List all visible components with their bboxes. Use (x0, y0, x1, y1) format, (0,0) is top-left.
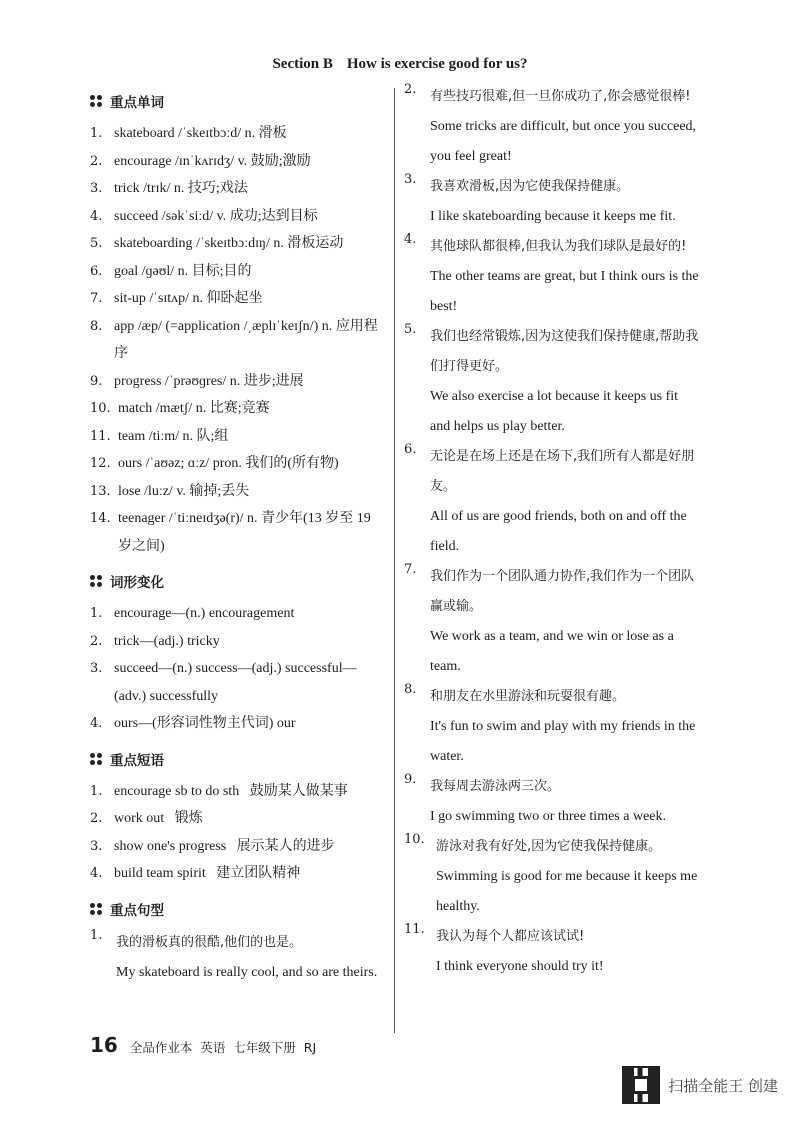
item-text: progress /ˈprəʊɡres/ n. 进步;进展 (114, 373, 304, 389)
sentence-item (404, 562, 700, 682)
section-label: Section B (272, 56, 333, 72)
item-number: 3. (90, 661, 103, 676)
sentence-item (90, 928, 382, 988)
item-text: ours /ˈaʊəz; ɑːz/ pron. 我们的(所有物) (118, 456, 339, 471)
item-number: 6. (404, 442, 417, 457)
list-item (90, 285, 382, 313)
watermark-text: 扫描全能王 创建 (668, 1076, 778, 1095)
forms-heading-label: 词形变化 (110, 575, 164, 591)
sentence-chinese: 我的滑板真的很酷,他们的也是。 (116, 934, 303, 950)
sentence-chinese: 我每周去游泳两三次。 (430, 779, 561, 794)
item-text: goal /ɡəʊl/ n. 目标;目的 (114, 263, 252, 279)
item-number: 5. (90, 236, 103, 251)
item-number: 5. (404, 322, 417, 337)
book-title: 全品作业本 英语 七年级下册 RJ (129, 1040, 317, 1055)
page-footer (90, 1033, 316, 1057)
item-number: 7. (90, 291, 103, 306)
list-item (90, 710, 382, 738)
item-number: 14. (90, 511, 111, 526)
item-text: app /æp/ (=application /ˌæplɪˈkeɪʃn/) n. 应用程序 (114, 318, 378, 361)
section-topic: How is exercise good for us? (346, 56, 528, 72)
list-item (90, 628, 382, 656)
item-number: 9. (404, 772, 417, 787)
item-number: 2. (90, 153, 103, 169)
item-text: skateboard /ˈskeɪtbɔːd/ n. 滑板 (114, 126, 287, 141)
sentence-item (404, 172, 700, 232)
item-number: 7. (404, 562, 417, 577)
list-item (90, 120, 382, 148)
sentence-chinese: 其他球队都很棒,但我认为我们球队是最好的! (430, 239, 687, 254)
item-text: succeed—(n.) success—(adj.) successful—(adv.) successfully (114, 661, 357, 704)
item-number: 3. (90, 838, 103, 854)
item-number: 11. (90, 428, 111, 444)
sentence-item (404, 82, 700, 172)
sentence-english: I think everyone should try it! (436, 959, 604, 974)
sentence-chinese: 游泳对我有好处,因为它使我保持健康。 (436, 839, 662, 854)
item-text: build team spirit 建立团队精神 (114, 866, 301, 881)
item-text: sit-up /ˈsɪtʌp/ n. 仰卧起坐 (114, 291, 263, 306)
item-text: encourage—(n.) encouragement (114, 606, 295, 621)
sentence-item (404, 322, 700, 442)
sentences-heading (90, 898, 382, 920)
list-item (90, 230, 382, 258)
sentence-english: I like skateboarding because it keeps me fit. (430, 209, 676, 224)
item-number: 3. (404, 172, 417, 187)
scanner-watermark (622, 1066, 778, 1104)
item-text: trick—(adj.) tricky (114, 633, 220, 649)
sentence-item (404, 922, 700, 982)
item-number: 1. (90, 606, 103, 621)
item-number: 4. (90, 866, 103, 881)
list-item (90, 778, 382, 806)
item-number: 4. (404, 232, 417, 247)
item-text: encourage sb to do sth 鼓励某人做某事 (114, 783, 348, 799)
vocab-list (90, 120, 382, 560)
sentence-english: All of us are good friends, both on and off the field. (430, 509, 687, 554)
item-number: 10. (90, 401, 111, 416)
item-number: 4. (90, 716, 103, 731)
vocab-heading (90, 90, 382, 112)
right-column (404, 82, 700, 982)
sentence-english: Swimming is good for me because it keeps me healthy. (436, 869, 698, 914)
item-number: 1. (90, 126, 103, 141)
item-number: 1. (90, 783, 103, 799)
left-column (90, 90, 382, 988)
item-number: 11. (404, 922, 425, 937)
item-number: 13. (90, 483, 111, 499)
item-text: work out 锻炼 (114, 811, 203, 826)
sentence-item (404, 832, 700, 922)
sentence-english: Some tricks are difficult, but once you succeed, you feel great! (430, 119, 697, 164)
item-text: teenager /ˈtiːneɪdʒə(r)/ n. 青少年(13 岁至 19 岁之间) (118, 511, 371, 554)
sentence-item (404, 442, 700, 562)
item-text: succeed /səkˈsiːd/ v. 成功;达到目标 (114, 208, 318, 224)
item-text: team /tiːm/ n. 队;组 (118, 428, 229, 444)
item-number: 9. (90, 373, 103, 389)
item-number: 8. (404, 682, 417, 697)
list-item (90, 148, 382, 176)
item-text: trick /trɪk/ n. 技巧;戏法 (114, 181, 248, 196)
list-item (90, 450, 382, 478)
item-number: 3. (90, 181, 103, 196)
phrases-list (90, 778, 382, 888)
item-text: lose /luːz/ v. 输掉;丢失 (118, 483, 250, 499)
sentence-english: The other teams are great, but I think ours is the best! (430, 269, 699, 314)
item-number: 2. (404, 82, 417, 97)
list-item (90, 395, 382, 423)
item-number: 2. (90, 811, 103, 826)
list-item (90, 505, 382, 560)
sentence-chinese: 我认为每个人都应该试试! (436, 929, 585, 944)
vocab-heading-label: 重点单词 (110, 95, 164, 111)
forms-list (90, 600, 382, 738)
item-text: match /mætʃ/ n. 比赛;竞赛 (118, 401, 270, 416)
sentence-item (404, 772, 700, 832)
clover-icon (90, 753, 102, 765)
sentence-chinese: 我们也经常锻炼,因为这使我们保持健康,帮助我们打得更好。 (430, 329, 699, 374)
item-number: 2. (90, 633, 103, 649)
list-item (90, 860, 382, 888)
sentences-heading-label: 重点句型 (110, 902, 164, 919)
item-text: encourage /ɪnˈkʌrɪdʒ/ v. 鼓励;激励 (114, 153, 311, 169)
clover-icon (90, 903, 102, 915)
sentence-english: We work as a team, and we win or lose as a team. (430, 629, 674, 674)
sentence-english: We also exercise a lot because it keeps us fit and helps us play better. (430, 389, 679, 434)
item-number: 8. (90, 318, 103, 334)
page-title (0, 56, 800, 73)
sentence-chinese: 无论是在场上还是在场下,我们所有人都是好朋友。 (430, 449, 695, 494)
phrases-heading-label: 重点短语 (110, 752, 164, 769)
item-text: skateboarding /ˈskeɪtbɔːdɪŋ/ n. 滑板运动 (114, 236, 344, 251)
item-number: 1. (90, 927, 103, 943)
list-item (90, 258, 382, 286)
list-item (90, 600, 382, 628)
item-number: 6. (90, 263, 103, 279)
list-item (90, 368, 382, 396)
item-text: show one's progress 展示某人的进步 (114, 838, 335, 854)
item-number: 4. (90, 208, 103, 224)
forms-heading (90, 570, 382, 592)
sentence-item (404, 232, 700, 322)
clover-icon (90, 95, 102, 107)
list-item (90, 805, 382, 833)
list-item (90, 833, 382, 861)
sentence-english: My skateboard is really cool, and so are theirs. (116, 964, 378, 980)
sentence-chinese: 和朋友在水里游泳和玩耍很有趣。 (430, 689, 626, 704)
list-item (90, 313, 382, 368)
list-item (90, 478, 382, 506)
column-divider (394, 88, 395, 1033)
item-number: 10. (404, 832, 425, 847)
sentence-english: I go swimming two or three times a week. (430, 809, 667, 824)
phrases-heading (90, 748, 382, 770)
list-item (90, 203, 382, 231)
sentence-chinese: 我们作为一个团队通力协作,我们作为一个团队赢或输。 (430, 569, 695, 614)
sentence-chinese: 我喜欢滑板,因为它使我保持健康。 (430, 179, 630, 194)
clover-icon (90, 575, 102, 587)
sentence-english: It's fun to swim and play with my friends in the water. (430, 719, 696, 764)
list-item (90, 175, 382, 203)
list-item (90, 423, 382, 451)
qr-code-icon (622, 1066, 660, 1104)
item-text: ours—(形容词性物主代词) our (114, 716, 296, 731)
sentence-item (404, 682, 700, 772)
item-number: 12. (90, 456, 111, 471)
sentence-chinese: 有些技巧很难,但一旦你成功了,你会感觉很棒! (430, 89, 691, 104)
list-item (90, 655, 382, 710)
page-number: 16 (90, 1033, 118, 1057)
